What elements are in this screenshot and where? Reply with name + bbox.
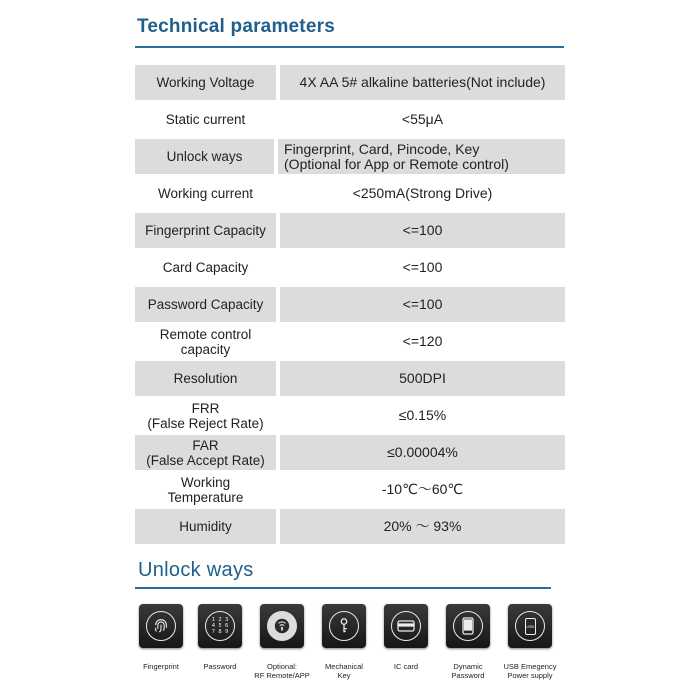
- unlock-item-fingerprint: [130, 604, 192, 671]
- table-row: [135, 65, 565, 100]
- param-label: Working Voltage: [135, 65, 276, 100]
- param-value: 20% ～ 93%: [280, 509, 565, 544]
- table-row: [135, 472, 565, 507]
- param-label: Working current: [135, 176, 276, 211]
- param-label: FAR (False Accept Rate): [135, 435, 276, 470]
- unlock-item-dynamic-password: [437, 604, 499, 680]
- param-label: Resolution: [135, 361, 276, 396]
- unlock-caption: Optional: RF Remote/APP: [254, 662, 310, 680]
- unlock-item-usb: [499, 604, 561, 680]
- table-row: [135, 213, 565, 248]
- title-divider: [135, 46, 564, 48]
- param-value: ≤0.00004%: [280, 435, 565, 470]
- table-row: [135, 361, 565, 396]
- keypad-icon: 1 2 3 4 5 6 7 8 9: [198, 604, 242, 648]
- param-value: Fingerprint, Card, Pincode, Key (Optional for App or Remote control): [278, 139, 565, 174]
- key-icon: [322, 604, 366, 648]
- fingerprint-icon: [139, 604, 183, 648]
- table-row: [135, 324, 565, 359]
- table-row: [135, 509, 565, 544]
- table-row: [135, 398, 565, 433]
- param-label: Card Capacity: [135, 250, 276, 285]
- unlock-caption: IC card: [393, 662, 419, 671]
- unlock-caption: Password: [203, 662, 237, 671]
- table-row: [135, 102, 565, 137]
- param-value: <=120: [280, 324, 565, 359]
- unlock-item-card: [375, 604, 437, 671]
- param-label: Unlock ways: [135, 139, 274, 174]
- param-value: <=100: [280, 213, 565, 248]
- unlock-divider: [135, 587, 551, 589]
- param-label: Fingerprint Capacity: [135, 213, 276, 248]
- unlock-caption: Dynamic Password: [451, 662, 485, 680]
- param-label: Working Temperature: [135, 472, 276, 507]
- unlock-item-password: [189, 604, 251, 671]
- phone-icon: [446, 604, 490, 648]
- param-label: Remote control capacity: [135, 324, 276, 359]
- table-row: [135, 250, 565, 285]
- unlock-caption: Fingerprint: [143, 662, 179, 671]
- unlock-caption: USB Emegency Power supply: [503, 662, 557, 680]
- param-label: FRR (False Reject Rate): [135, 398, 276, 433]
- param-value: -10℃～60℃: [280, 472, 565, 507]
- unlock-item-remote: [251, 604, 313, 680]
- param-value: <250mA(Strong Drive): [280, 176, 565, 211]
- param-label: Static current: [135, 102, 276, 137]
- table-row: [135, 139, 565, 174]
- param-value: ≤0.15%: [280, 398, 565, 433]
- param-value: <=100: [280, 250, 565, 285]
- table-row: [135, 435, 565, 470]
- unlock-caption: Mechanical Key: [325, 662, 363, 680]
- params-table: [135, 65, 565, 546]
- table-row: [135, 176, 565, 211]
- remote-app-icon: [260, 604, 304, 648]
- table-row: [135, 287, 565, 322]
- param-label: Password Capacity: [135, 287, 276, 322]
- section-title: Technical parameters: [137, 16, 335, 37]
- unlock-item-key: [313, 604, 375, 680]
- unlock-ways-title: Unlock ways: [138, 559, 254, 581]
- param-value: 500DPI: [280, 361, 565, 396]
- param-label: Humidity: [135, 509, 276, 544]
- unlock-icons-row: [130, 604, 570, 694]
- param-value: <=100: [280, 287, 565, 322]
- card-icon: [384, 604, 428, 648]
- usb-icon: USB: [508, 604, 552, 648]
- param-value: <55μA: [280, 102, 565, 137]
- param-value: 4X AA 5# alkaline batteries(Not include): [280, 65, 565, 100]
